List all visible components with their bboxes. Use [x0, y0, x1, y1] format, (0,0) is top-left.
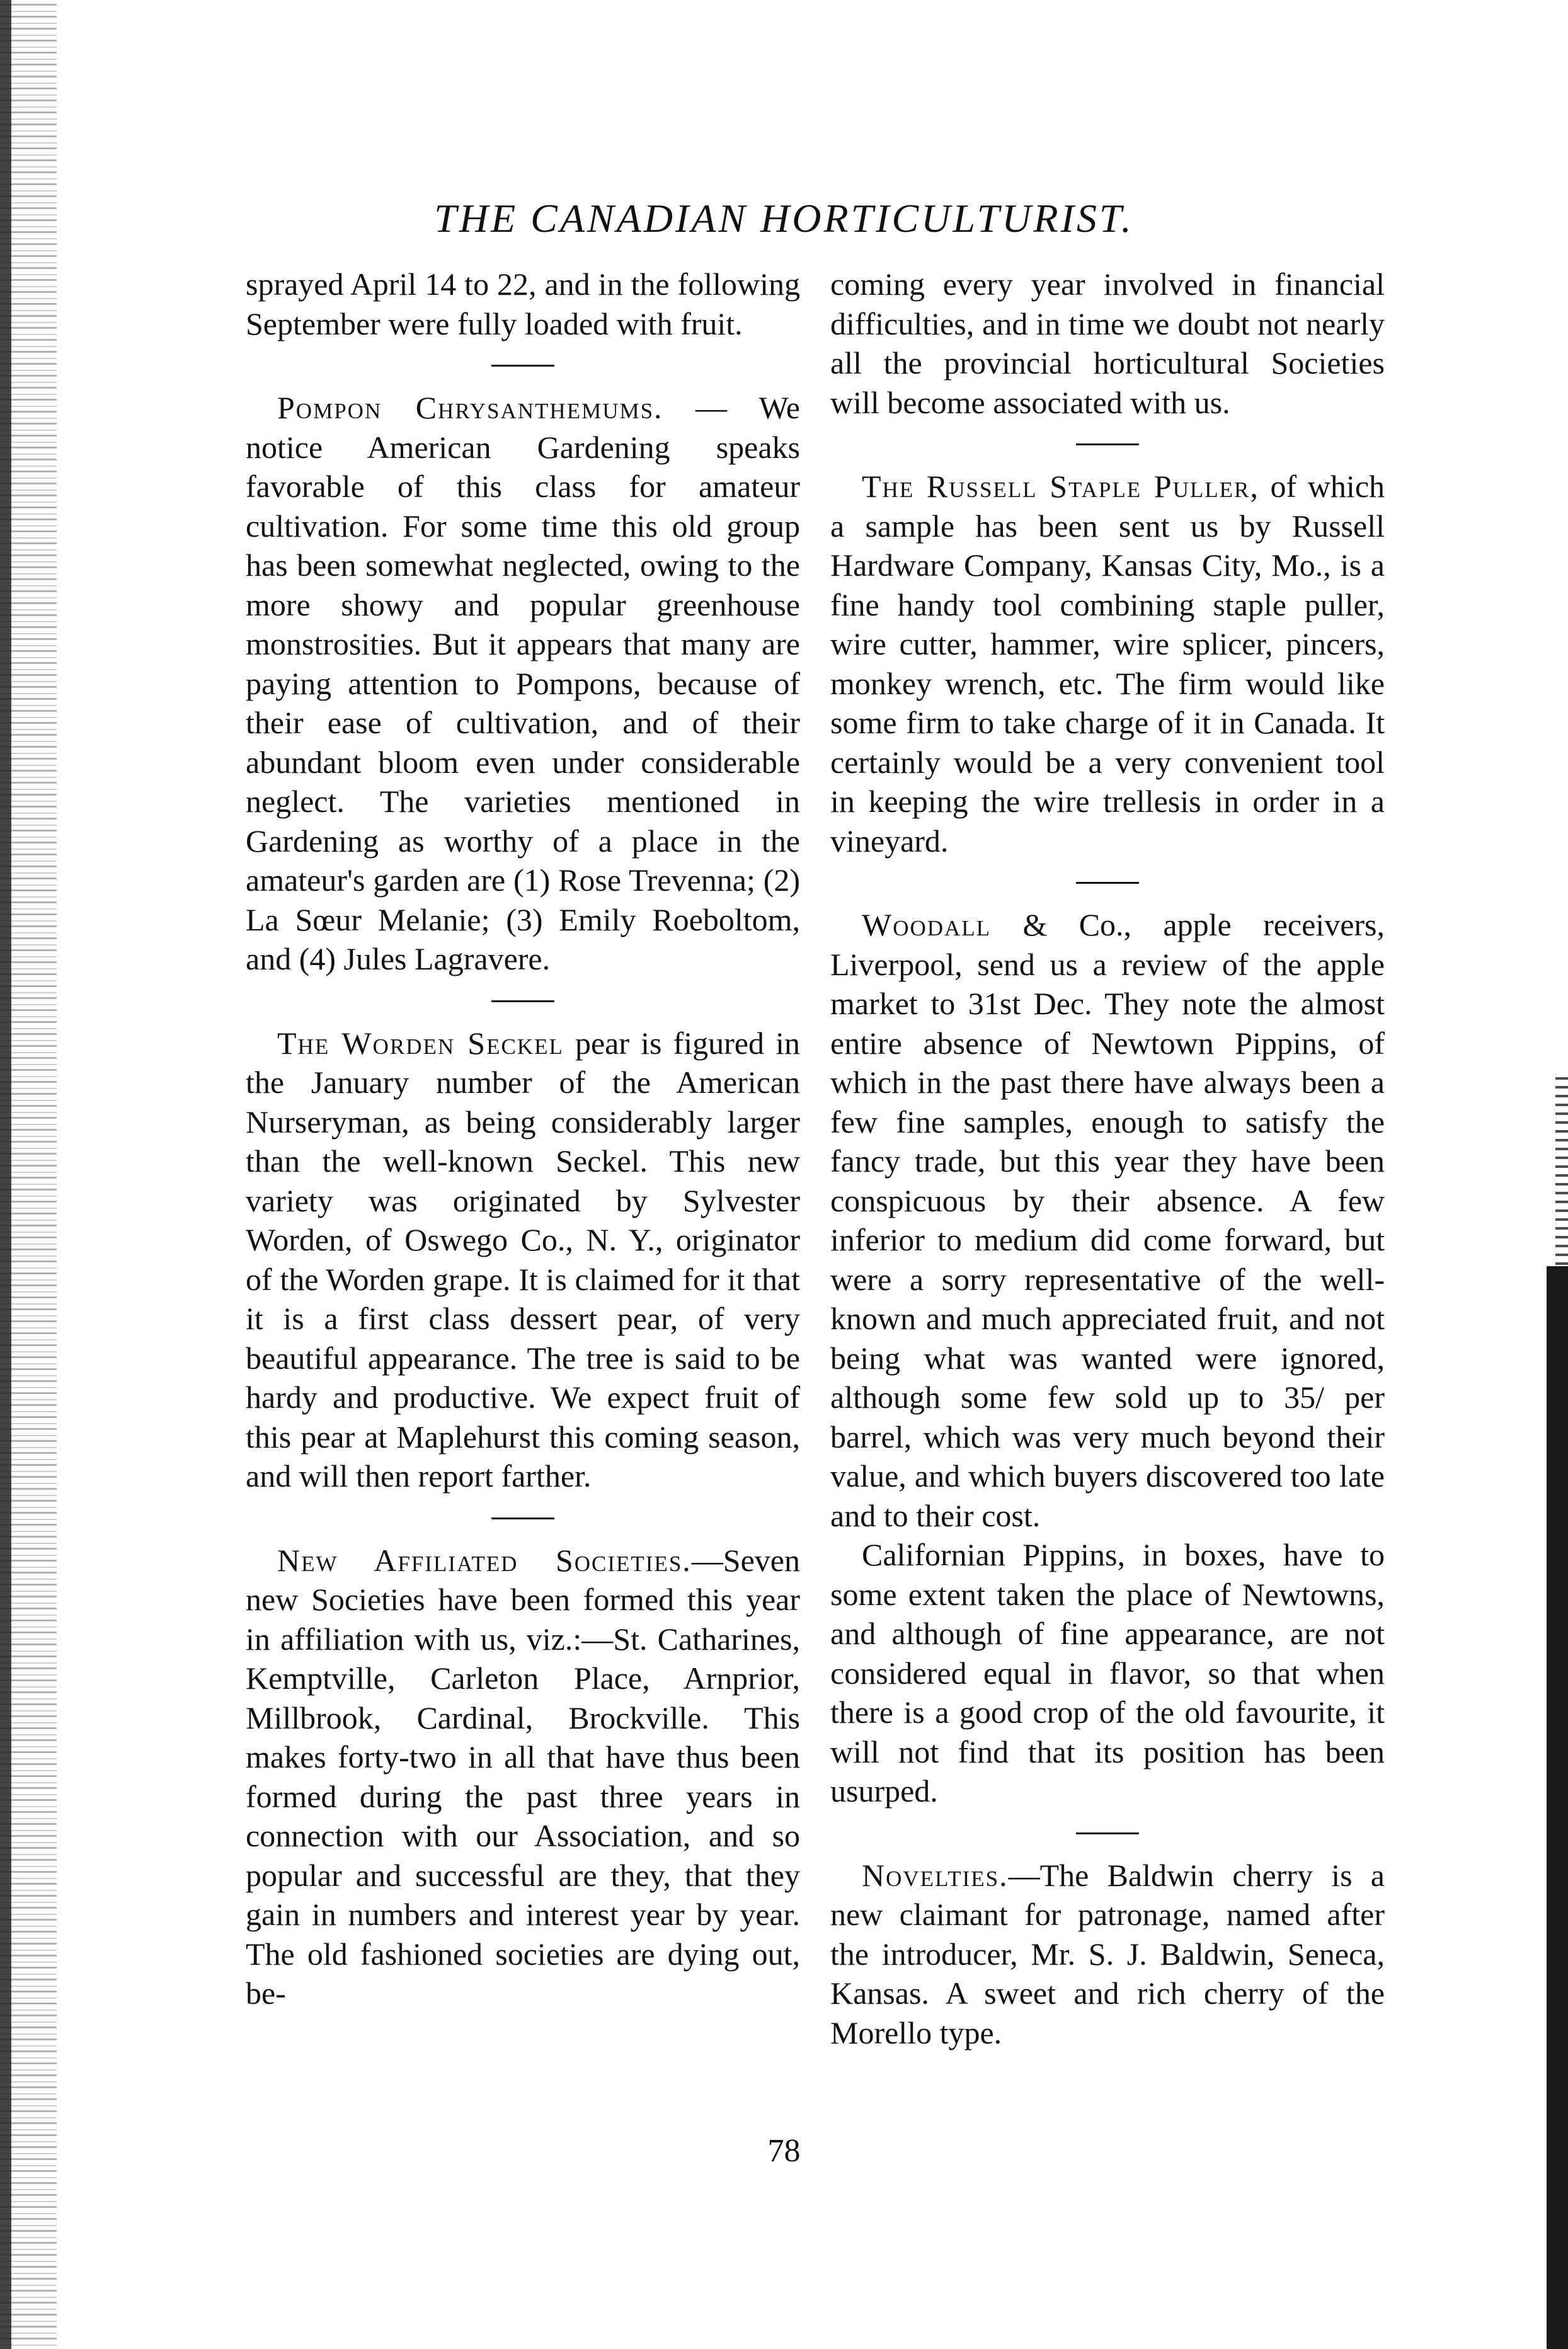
scan-edge-right	[1547, 1266, 1568, 2349]
scan-edge-left-inner	[0, 0, 11, 2349]
russell-staple-puller-text: of which a sample has been sent us by Russell Hardware Company, Kansas City, Mo., is a fine handy tool combining staple puller, wire cutter, hammer, wire splicer, pincers, monkey wrench, etc. The firm would like some firm to take charge of it in Canada. It certainly would be a very convenient tool in keeping the wire trellesis in order in a vineyard.	[830, 469, 1385, 859]
worden-seckel-text: pear is figured in the January number of the American Nurseryman, as being considerably larger than the well-known Seckel. This new variety was originated by Sylvester Worden, of Oswego Co., N. Y., originator of the Worden grape. It is claimed for it that it is a first class dessert pear, of very beautiful appearance. The tree is said to be hardy and productive. We expect fruit of this pear at Maplehurst this coming season, and will then report farther.	[246, 1025, 800, 1494]
pompon-chrysanthemums-text: — We notice American Gardening speaks favorable of this class for amateur cultivation. For some time this old group has been somewhat neglected, owing to the more showy and popular greenhouse monstrosities. But it appears that many are paying attention to Pompons, because of their ease of cultivation, and of their abundant bloom even under considerable neglect. The varieties mentioned in Gardening as worthy of a place in the amateur's garden are (1) Rose Trevenna; (2) La Sœur Melanie; (3) Emily Roeboltom, and (4) Jules Lagravere.	[246, 390, 800, 976]
pompon-chrysanthemums-paragraph	[246, 388, 800, 979]
section-rule	[491, 1000, 554, 1002]
russell-staple-puller-heading: The Russell Staple Puller,	[862, 469, 1259, 504]
woodall-heading: Woodall	[862, 907, 992, 942]
californian-pippins-paragraph: Californian Pippins, in boxes, have to some extent taken the place of Newtowns, and although of fine appearance, are not considered equal in flavor, so that when there is a good crop of the old favourite, it will not find that its position has been usurped.	[830, 1537, 1385, 1809]
affiliated-societies-text: —Seven new Societies have been formed this year in affiliation with us, viz.:—St. Catharines, Kemptville, Carleton Place, Arnprior, Millbrook, Cardinal, Brockville. This makes forty-two in all that have thus been formed during the past three years in connection with our Association, and so popular and successful are they, that they gain in numbers and interest year by year. The old fashioned societies are dying out, be-	[246, 1542, 800, 2011]
running-head: THE CANADIAN HORTICULTURIST.	[434, 196, 1134, 241]
right-paragraph-continued: coming every year involved in financial difficulties, and in time we doubt not nearly all the provincial horticultural Societies will become associated with us.	[830, 266, 1385, 420]
novelties-heading: Novelties.	[862, 1857, 1009, 1893]
worden-seckel-paragraph	[246, 1024, 800, 1496]
russell-staple-puller-paragraph	[830, 467, 1385, 860]
page-number: 78	[767, 2133, 801, 2169]
section-rule	[1076, 443, 1139, 445]
left-column	[246, 265, 800, 2013]
affiliated-societies-heading: New Affiliated Societies.	[277, 1542, 692, 1578]
novelties-text: —The Baldwin cherry is a new claimant for patronage, named after the introducer, Mr. S. J. Baldwin, Seneca, Kansas. A sweet and rich cherry of the Morello type.	[830, 1857, 1385, 2050]
right-column	[830, 265, 1385, 2052]
worden-seckel-heading: The Worden Seckel	[277, 1025, 564, 1061]
woodall-paragraph	[830, 905, 1385, 1535]
pompon-chrysanthemums-heading: Pompon Chrysanthemums.	[277, 390, 663, 425]
section-rule	[1076, 882, 1139, 884]
section-rule	[1076, 1832, 1139, 1834]
novelties-paragraph	[830, 1856, 1385, 2053]
section-rule	[491, 1517, 554, 1519]
scan-edge-right-top	[1555, 1071, 1568, 1266]
section-rule	[491, 365, 554, 367]
left-paragraph-continued: sprayed April 14 to 22, and in the following September were fully loaded with fruit.	[246, 266, 800, 341]
affiliated-societies-paragraph	[246, 1541, 800, 2013]
woodall-text: & Co., apple receivers, Liverpool, send us a review of the apple market to 31st Dec. They note the almost entire absence of Newtown Pippins, of which in the past there have always been a few fine samples, enough to satisfy the fancy trade, but this year they have been conspicuous by their absence. A few inferior to medium did come forward, but were a sorry representative of the well-known and much appreciated fruit, and not being what was wanted were ignored, although some few sold up to 35/ per barrel, which was very much beyond their value, and which buyers discovered too late and to their cost.	[830, 907, 1385, 1533]
